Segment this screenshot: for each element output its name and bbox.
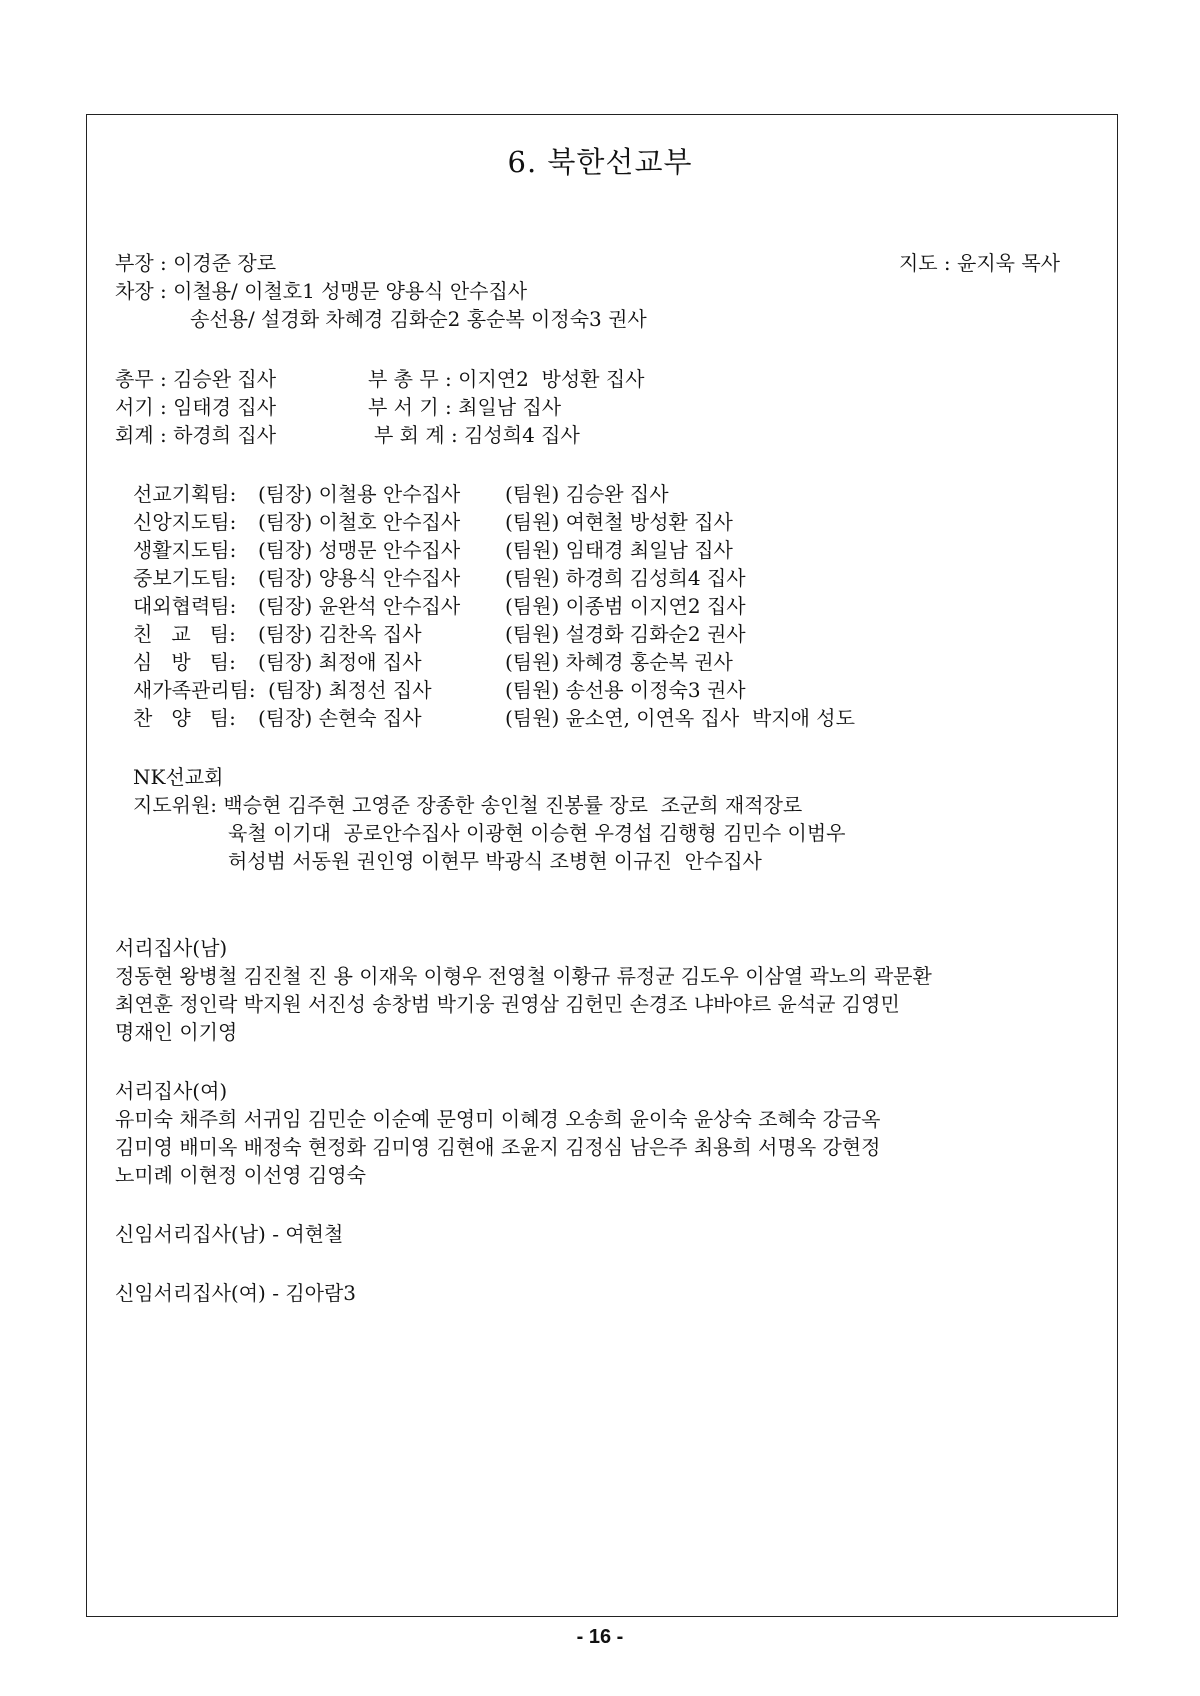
officer-role: 서기 : 임태경 집사 [115,395,277,419]
nk-church-heading: NK선교회 [133,765,224,789]
male-deacons-line: 명재인 이기영 [115,1020,238,1044]
page-number: - 16 - [576,1626,624,1648]
female-deacons-line: 김미영 배미옥 배정숙 현정화 김미영 김현애 조윤지 김정심 남은주 최용희 서명옥 강현정 [115,1135,881,1159]
officer-role: 회계 : 하경희 집사 [115,423,277,447]
team-name: 생활지도팀: [133,538,237,562]
team-name: 신앙지도팀: [133,510,237,534]
team-leader: (팀장) 손현숙 집사 [258,706,422,730]
team-leader: (팀장) 양용식 안수집사 [258,566,461,590]
team-members: (팀원) 여현철 방성환 집사 [505,510,733,534]
officer-sub: 부 서 기 : 최일남 집사 [368,395,562,419]
female-deacons-line: 노미례 이현정 이선영 김영숙 [115,1163,366,1187]
advisor: 지도 : 윤지욱 목사 [898,251,1060,275]
deputy-line-1: 차장 : 이철용/ 이철호1 성맹문 양용식 안수집사 [115,279,528,303]
page-title: 6. 북한선교부 [507,145,693,179]
team-leader: (팀장) 최정선 집사 [268,678,432,702]
male-deacons-line: 최연훈 정인락 박지원 서진성 송창범 박기웅 권영삼 김헌민 손경조 냐바야르 윤석균 김영민 [115,992,900,1016]
female-deacons-line: 유미숙 채주희 서귀임 김민순 이순예 문영미 이혜경 오송희 윤이숙 윤상숙 조혜숙 강금옥 [115,1107,881,1131]
officer-sub: 부 총 무 : 이지연2 방성환 집사 [368,367,645,391]
male-deacons-line: 정동현 왕병철 김진철 진 용 이재욱 이형우 전영철 이황규 류정균 김도우 이삼열 곽노의 곽문환 [115,964,932,988]
team-leader: (팀장) 윤완석 안수집사 [258,594,461,618]
team-leader: (팀장) 김찬옥 집사 [258,622,422,646]
team-members: (팀원) 이종범 이지연2 집사 [505,594,746,618]
officer-sub: 부 회 계 : 김성희4 집사 [374,423,580,447]
team-name: 대외협력팀: [133,594,237,618]
team-name: 찬 양 팀: [133,706,236,730]
team-leader: (팀장) 최정애 집사 [258,650,422,674]
team-members: (팀원) 설경화 김화순2 권사 [505,622,746,646]
nk-church-line-2: 육철 이기대 공로안수집사 이광현 이승현 우경섭 김행형 김민수 이범우 [228,821,846,845]
department-head: 부장 : 이경준 장로 [115,251,277,275]
officer-role: 총무 : 김승완 집사 [115,367,277,391]
team-members: (팀원) 하경희 김성희4 집사 [505,566,746,590]
team-name: 중보기도팀: [133,566,237,590]
nk-church-line-1: 지도위원: 백승현 김주현 고영준 장종한 송인철 진봉률 장로 조군희 재적장로 [133,793,803,817]
team-name: 심 방 팀: [133,650,236,674]
team-members: (팀원) 송선용 이정숙3 권사 [505,678,746,702]
team-leader: (팀장) 이철호 안수집사 [258,510,461,534]
male-deacons-heading: 서리집사(남) [115,936,228,960]
team-members: (팀원) 차혜경 홍순복 권사 [505,650,733,674]
team-leader: (팀장) 이철용 안수집사 [258,482,461,506]
new-female-deacon: 신임서리집사(여) - 김아람3 [115,1281,357,1305]
new-male-deacon: 신임서리집사(남) - 여현철 [115,1222,344,1246]
team-members: (팀원) 김승완 집사 [505,482,669,506]
team-leader: (팀장) 성맹문 안수집사 [258,538,461,562]
team-name: 친 교 팀: [133,622,236,646]
female-deacons-heading: 서리집사(여) [115,1079,228,1103]
team-members: (팀원) 윤소연, 이연옥 집사 박지애 성도 [505,706,855,730]
team-members: (팀원) 임태경 최일남 집사 [505,538,733,562]
team-name: 새가족관리팀: [133,678,256,702]
team-name: 선교기획팀: [133,482,237,506]
deputy-line-2: 송선용/ 설경화 차혜경 김화순2 홍순복 이정숙3 권사 [190,307,647,331]
nk-church-line-3: 허성범 서동원 권인영 이현무 박광식 조병현 이규진 안수집사 [228,849,762,873]
